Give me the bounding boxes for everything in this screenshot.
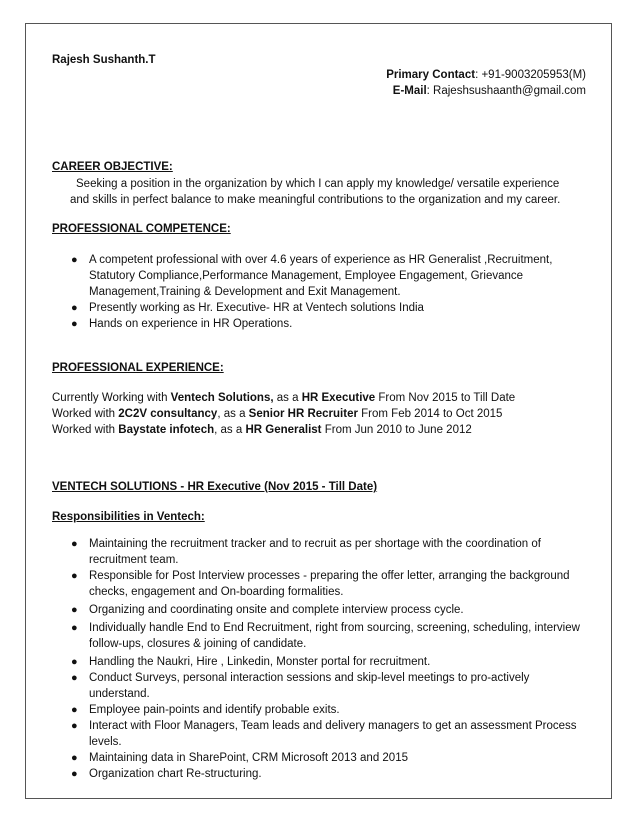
bullet-icon: ● (71, 720, 78, 732)
career-objective-line-1: Seeking a position in the organization by which I can apply my knowledge/ versatile experience (76, 178, 560, 190)
bullet-icon: ● (71, 656, 78, 668)
list-item: ● Conduct Surveys, personal interaction sessions and skip-level meetings to pro-actively understand. (71, 672, 530, 700)
candidate-name: Rajesh Sushanth.T (52, 54, 156, 66)
experience-row: Worked with Baystate infotech, as a HR Generalist From Jun 2010 to June 2012 (52, 424, 472, 436)
responsibilities-list (52, 536, 592, 782)
list-item: ● Presently working as Hr. Executive- HR at Ventech solutions India (71, 302, 424, 314)
experience-heading: PROFESSIONAL EXPERIENCE: (52, 362, 224, 374)
list-item: ● A competent professional with over 4.6 years of experience as HR Generalist ,Recruitment, Statutory Compliance,Performance Management, Employee Engagement, Grievance Management,Training & Development and Exit Management. (71, 254, 553, 298)
bullet-icon: ● (71, 672, 78, 684)
list-item: ● Maintaining the recruitment tracker and to recruit as per shortage with the coordination of recruitment team. (71, 538, 541, 566)
list-item: ● Organization chart Re-structuring. (71, 768, 262, 780)
primary-contact-label: Primary Contact (386, 69, 476, 81)
email-value: : Rajeshsushaanth@gmail.com (426, 85, 586, 97)
list-item: ● Responsible for Post Interview processes - preparing the offer letter, arranging the background checks, engagement and On-boarding formalities. (71, 570, 570, 598)
list-item: ● Organizing and coordinating onsite and complete interview process cycle. (71, 604, 464, 616)
list-item: ● Employee pain-points and identify probable exits. (71, 704, 340, 716)
competence-list (52, 252, 572, 332)
list-item: ● Individually handle End to End Recruitment, right from sourcing, screening, scheduling, interview follow-ups, closures & joining of candidate. (71, 622, 580, 650)
competence-heading: PROFESSIONAL COMPETENCE: (52, 223, 231, 235)
list-item: ● Hands on experience in HR Operations. (71, 318, 293, 330)
email-label: E-Mail (392, 85, 427, 97)
bullet-icon: ● (71, 318, 78, 330)
career-objective-line-2: and skills in perfect balance to make meaningful contributions to the organization and my career. (70, 194, 561, 206)
list-item: ● Interact with Floor Managers, Team leads and delivery managers to get an assessment Process levels. (71, 720, 577, 748)
primary-contact (386, 69, 586, 81)
bullet-icon: ● (71, 622, 78, 634)
email (393, 85, 586, 97)
bullet-icon: ● (71, 768, 78, 780)
primary-contact-value: : +91-9003205953(M) (475, 69, 586, 81)
experience-row: Currently Working with Ventech Solutions, as a HR Executive From Nov 2015 to Till Date (52, 392, 516, 404)
bullet-icon: ● (71, 604, 78, 616)
bullet-icon: ● (71, 752, 78, 764)
bullet-icon: ● (71, 704, 78, 716)
list-item: ● Handling the Naukri, Hire , Linkedin, Monster portal for recruitment. (71, 656, 431, 668)
bullet-icon: ● (71, 302, 78, 314)
bullet-icon: ● (71, 570, 78, 582)
experience-row: Worked with 2C2V consultancy, as a Senior HR Recruiter From Feb 2014 to Oct 2015 (52, 408, 503, 420)
responsibilities-heading: Responsibilities in Ventech: (52, 511, 205, 523)
bullet-icon: ● (71, 538, 78, 550)
bullet-icon: ● (71, 254, 78, 266)
career-objective-heading: CAREER OBJECTIVE: (52, 161, 173, 173)
ventech-heading: VENTECH SOLUTIONS - HR Executive (Nov 2015 - Till Date) (52, 481, 378, 493)
list-item: ● Maintaining data in SharePoint, CRM Microsoft 2013 and 2015 (71, 752, 408, 764)
